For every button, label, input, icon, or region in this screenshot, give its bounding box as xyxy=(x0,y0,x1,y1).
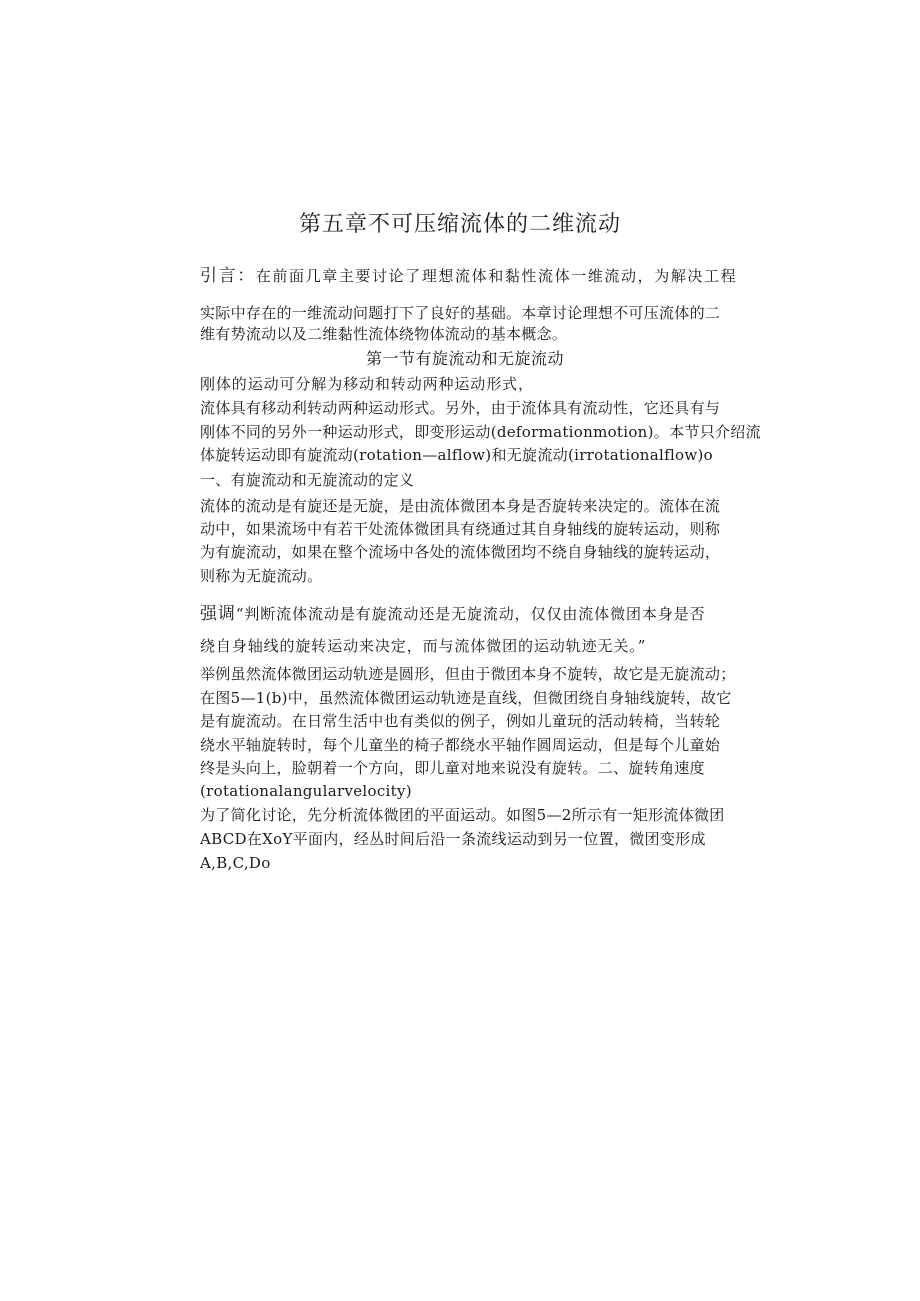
intro-line-2: 实际中存在的一维流动问题打下了良好的基础。本章讨论理想不可压流体的二 xyxy=(200,304,721,322)
intro-line-1 xyxy=(200,266,737,286)
example-line-5: 终是头向上，脸朝着一个方向，即儿童对地来说没有旋转。二、旋转角速度 xyxy=(200,759,705,777)
section-title: 第一节有旋流动和无旋流动 xyxy=(365,349,564,368)
intro-text-1: 在前面几章主要讨论了理想流体和黏性流体一维流动，为解决工程 xyxy=(255,267,738,285)
example-line-1: 举例虽然流体微团运动轨迹是圆形，但由于微团本身不旋转，故它是无旋流动； xyxy=(200,665,736,683)
emphasis-line-2: 绕自身轴线的旋转运动来决定，而与流体微团的运动轨迹无关。” xyxy=(200,637,647,655)
example-line-9: A,B,C,Do xyxy=(200,854,271,872)
emphasis-text-1: “判断流体流动是有旋流动还是无旋流动，仅仅由流体微团本身是否 xyxy=(235,605,706,623)
example-line-6: (rotationalangularvelocity) xyxy=(200,782,412,800)
example-line-4: 绕水平轴旋转时，每个儿童坐的椅子都绕水平轴作圆周运动，但是每个儿童始 xyxy=(200,736,721,754)
section-line-1: 刚体的运动可分解为移动和转动两种运动形式， xyxy=(200,375,534,393)
example-line-8: ABCD在XoY平面内，经丛时间后沿一条流线运动到另一位置，微团变形成 xyxy=(200,830,706,848)
emphasis-lead: 强调 xyxy=(200,604,236,624)
definition-line-2: 动中，如果流场中有若干处流体微团具有绕通过其自身轴线的旋转运动，则称 xyxy=(200,520,721,538)
section-line-3: 刚体不同的另外一种运动形式，即变形运动(deformationmotion)。本节只介绍流 xyxy=(200,423,761,441)
emphasis-line-1 xyxy=(200,604,705,624)
chapter-title: 第五章不可压缩流体的二维流动 xyxy=(298,212,621,237)
example-line-7: 为了简化讨论，先分析流体微团的平面运动。如图5—2所示有一矩形流体微团 xyxy=(200,806,725,824)
intro-line-3: 维有势流动以及二维黏性流体绕物体流动的基本概念。 xyxy=(200,325,568,343)
subsection-heading: 一、有旋流动和无旋流动的定义 xyxy=(200,471,415,489)
section-line-2: 流体具有移动利转动两种运动形式。另外，由于流体具有流动性，它还具有与 xyxy=(200,399,721,417)
definition-line-4: 则称为无旋流动。 xyxy=(200,567,323,585)
example-line-3: 是有旋流动。在日常生活中也有类似的例子，例如儿童玩的活动转椅，当转轮 xyxy=(200,712,721,730)
definition-line-3: 为有旋流动，如果在整个流场中各处的流体微团均不绕自身轴线的旋转运动， xyxy=(200,543,721,561)
definition-line-1: 流体的流动是有旋还是无旋，是由流体微团本身是否旋转来决定的。流体在流 xyxy=(200,497,721,515)
example-line-2: 在图5—1(b)中，虽然流体微团运动轨迹是直线，但微团绕自身轴线旋转，故它 xyxy=(200,689,732,707)
section-line-4: 体旋转运动即有旋流动(rotation—alflow)和无旋流动(irrotationalflow)o xyxy=(200,446,714,464)
intro-lead: 引言： xyxy=(200,266,256,286)
